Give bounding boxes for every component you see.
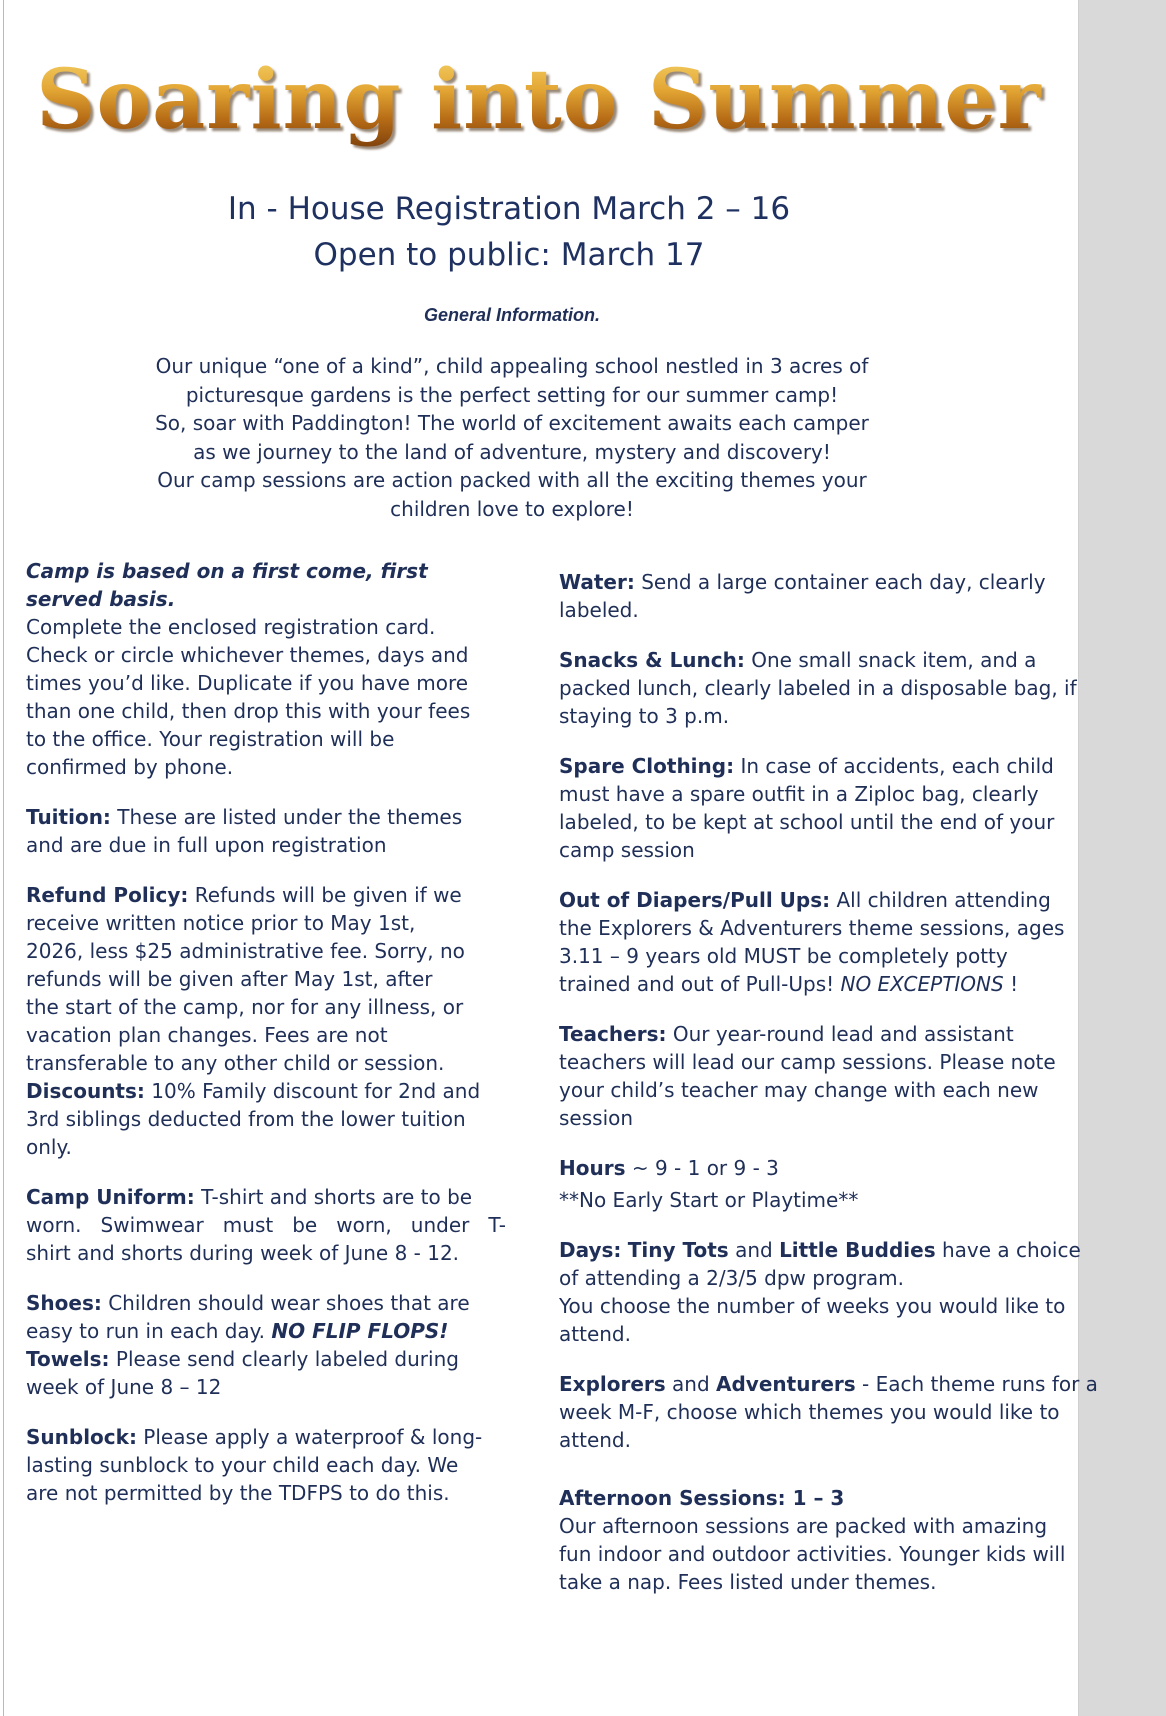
towels-text: week of June 8 – 12	[26, 1375, 222, 1399]
hours-note: **No Early Start or Playtime**	[559, 1188, 859, 1212]
sunblock-text: Please apply a waterproof & long-	[136, 1425, 483, 1449]
days-label: Days:	[559, 1238, 622, 1262]
registration-instructions-line: Complete the enclosed registration card.	[26, 615, 436, 639]
discounts-text: 3rd siblings deducted from the lower tuition	[26, 1107, 466, 1131]
discounts-section	[26, 1077, 506, 1161]
left-column	[26, 557, 506, 1507]
teachers-text: your child’s teacher may change with each new	[559, 1078, 1039, 1102]
sunblock-text: are not permitted by the TDFPS to do this.	[26, 1481, 450, 1505]
tuition-text: and are due in full upon registration	[26, 833, 387, 857]
diapers-text: 3.11 – 9 years old MUST be completely potty	[559, 944, 1008, 968]
spare-clothing-text: must have a spare outfit in a Ziploc bag, clearly	[559, 782, 1039, 806]
general-information-heading: General Information.	[423, 305, 601, 325]
first-come-heading: Camp is based on a first come, first	[26, 559, 428, 583]
refund-text: receive written notice prior to May 1st,	[26, 911, 416, 935]
diapers-section	[559, 886, 1079, 998]
uniform-text: worn. Swimwear must be worn, under T-	[26, 1213, 506, 1237]
little-buddies-label: Little Buddies	[779, 1238, 936, 1262]
public-registration-date: Open to public: March 17	[313, 237, 705, 273]
refund-text: vacation plan changes. Fees are not	[26, 1023, 388, 1047]
uniform-section	[26, 1183, 506, 1267]
days-text: and	[728, 1238, 780, 1262]
sunblock-text: lasting sunblock to your child each day. We	[26, 1453, 459, 1477]
water-label: Water:	[559, 570, 635, 594]
refund-text: the start of the camp, nor for any illness, or	[26, 995, 464, 1019]
hours-section	[559, 1154, 1079, 1214]
spare-clothing-text: camp session	[559, 838, 695, 862]
shoes-text: easy to run in each day.	[26, 1319, 272, 1343]
first-come-heading: served basis.	[26, 587, 176, 611]
intro-line: picturesque gardens is the perfect setting for our summer camp!	[185, 382, 839, 407]
spare-clothing-section	[559, 752, 1079, 864]
afternoon-section	[559, 1484, 1079, 1596]
shoes-section	[26, 1289, 506, 1345]
tuition-section	[26, 803, 506, 859]
diapers-text: the Explorers & Adventurers theme sessions, ages	[559, 916, 1065, 940]
water-text: Send a large container each day, clearly	[634, 570, 1046, 594]
intro-line: children love to explore!	[390, 496, 634, 521]
towels-text: Please send clearly labeled during	[109, 1347, 459, 1371]
uniform-text: T-shirt and shorts are to be	[194, 1185, 473, 1209]
sunblock-section	[26, 1423, 506, 1507]
tuition-text: These are listed under the themes	[110, 805, 463, 829]
spare-clothing-label: Spare Clothing:	[559, 754, 735, 778]
refund-text: Refunds will be given if we	[188, 883, 462, 907]
intro-line: Our unique “one of a kind”, child appealing school nestled in 3 acres of	[155, 354, 869, 378]
days-text: of attending a 2/3/5 dpw program.	[559, 1266, 904, 1290]
registration-instructions-line: confirmed by phone.	[26, 755, 234, 779]
explorers-section	[559, 1370, 1098, 1454]
teachers-text: teachers will lead our camp sessions. Please note	[559, 1050, 1056, 1074]
refund-text: transferable to any other child or session.	[26, 1051, 445, 1075]
days-text: You choose the number of weeks you would like to	[559, 1294, 1066, 1318]
explorers-text: attend.	[559, 1428, 631, 1452]
registration-instructions-line: times you’d like. Duplicate if you have more	[26, 671, 469, 695]
intro-line: as we journey to the land of adventure, mystery and discovery!	[193, 439, 831, 464]
diapers-text: All children attending	[830, 888, 1051, 912]
teachers-text: Our year-round lead and assistant	[666, 1022, 1014, 1046]
snacks-section	[559, 646, 1079, 730]
adventurers-label: Adventurers	[716, 1372, 856, 1396]
shoes-text: Children should wear shoes that are	[101, 1291, 470, 1315]
discounts-text: only.	[26, 1135, 72, 1159]
days-text: have a choice	[935, 1238, 1081, 1262]
explorers-text: and	[665, 1372, 717, 1396]
refund-text: 2026, less $25 administrative fee. Sorry, no	[26, 939, 465, 963]
explorers-text: week M-F, choose which themes you would like to	[559, 1400, 1060, 1424]
snacks-label: Snacks & Lunch:	[559, 648, 745, 672]
registration-instructions-line: than one child, then drop this with your fees	[26, 699, 471, 723]
page-title: Soaring into Summer	[0, 50, 1078, 150]
towels-label: Towels:	[26, 1347, 110, 1371]
registration-instructions-line: Check or circle whichever themes, days and	[26, 643, 469, 667]
afternoon-label: Afternoon Sessions: 1 – 3	[559, 1486, 845, 1510]
explorers-label: Explorers	[559, 1372, 666, 1396]
days-section	[559, 1236, 1079, 1348]
no-flip-flops-warning: NO FLIP FLOPS!	[271, 1319, 449, 1343]
snacks-text: One small snack item, and a	[744, 648, 1037, 672]
tuition-label: Tuition:	[26, 805, 111, 829]
towels-section	[26, 1345, 506, 1401]
intro-line: So, soar with Paddington! The world of excitement awaits each camper	[155, 411, 869, 435]
refund-label: Refund Policy:	[26, 883, 189, 907]
first-come-section	[26, 557, 506, 781]
afternoon-text: take a nap. Fees listed under themes.	[559, 1570, 937, 1594]
water-section	[559, 568, 1079, 624]
snacks-text: staying to 3 p.m.	[559, 704, 730, 728]
hours-label: Hours	[559, 1156, 626, 1180]
spare-clothing-text: In case of accidents, each child	[734, 754, 1054, 778]
explorers-text: - Each theme runs for a	[855, 1372, 1098, 1396]
water-text: labeled.	[559, 598, 639, 622]
spare-clothing-text: labeled, to be kept at school until the end of your	[559, 810, 1055, 834]
refund-section	[26, 881, 506, 1077]
teachers-text: session	[559, 1106, 634, 1130]
discounts-text: 10% Family discount for 2nd and	[144, 1079, 481, 1103]
shoes-label: Shoes:	[26, 1291, 102, 1315]
uniform-text: shirt and shorts during week of June 8 - 12.	[26, 1241, 460, 1265]
viewer-background	[1079, 0, 1166, 1716]
discounts-label: Discounts:	[26, 1079, 145, 1103]
no-exceptions-warning: NO EXCEPTIONS	[840, 972, 1004, 996]
afternoon-text: fun indoor and outdoor activities. Younger kids will	[559, 1542, 1066, 1566]
right-column	[559, 568, 1098, 1596]
teachers-section	[559, 1020, 1079, 1132]
diapers-text: trained and out of Pull-Ups!	[559, 972, 841, 996]
diapers-label: Out of Diapers/Pull Ups:	[559, 888, 831, 912]
teachers-label: Teachers:	[559, 1022, 667, 1046]
afternoon-text: Our afternoon sessions are packed with amazing	[559, 1514, 1048, 1538]
refund-text: refunds will be given after May 1st, after	[26, 967, 433, 991]
intro-line: Our camp sessions are action packed with all the exciting themes your	[157, 468, 867, 492]
in-house-registration-dates: In - House Registration March 2 – 16	[227, 191, 791, 227]
registration-instructions-line: to the office. Your registration will be	[26, 727, 395, 751]
tiny-tots-label: Tiny Tots	[627, 1238, 729, 1262]
uniform-label: Camp Uniform:	[26, 1185, 195, 1209]
hours-value: ~ 9 - 1 or 9 - 3	[625, 1156, 779, 1180]
sunblock-label: Sunblock:	[26, 1425, 137, 1449]
days-text: attend.	[559, 1322, 631, 1346]
snacks-text: packed lunch, clearly labeled in a disposable bag, if	[559, 676, 1077, 700]
diapers-text: !	[1003, 972, 1019, 996]
general-information-text	[0, 352, 1024, 523]
